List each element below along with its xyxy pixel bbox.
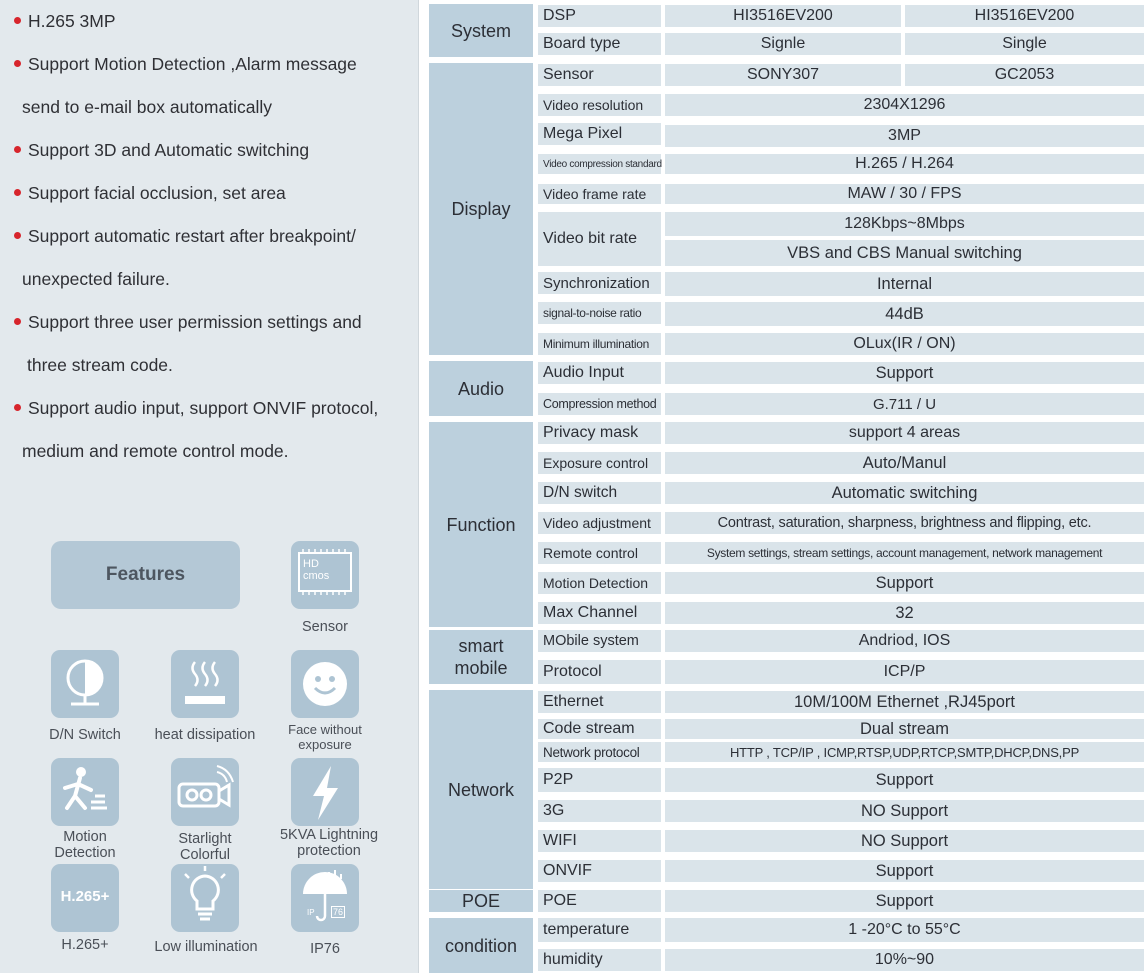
spec-label: Minimum illumination bbox=[538, 333, 661, 355]
spec-label: Synchronization bbox=[538, 272, 661, 294]
spec-label: Sensor bbox=[538, 64, 661, 86]
spec-label: Board type bbox=[538, 33, 661, 55]
bulb-icon bbox=[171, 864, 239, 932]
spec-label: Video compression standard bbox=[538, 154, 661, 174]
spec-value: 2304X1296 bbox=[665, 94, 1144, 116]
spec-value: G.711 / U bbox=[665, 393, 1144, 415]
category-network: Network bbox=[429, 690, 533, 889]
category-system: System bbox=[429, 4, 533, 57]
spec-value: Single bbox=[905, 33, 1144, 55]
spec-label: POE bbox=[538, 890, 661, 912]
spec-value: 128Kbps~8Mbps bbox=[665, 212, 1144, 236]
spec-value: Support bbox=[665, 362, 1144, 384]
heat-icon bbox=[171, 650, 239, 718]
category-smart-mobile: smart mobile bbox=[429, 630, 533, 684]
spec-value: Signle bbox=[665, 33, 901, 55]
ip-icon-number: 76 bbox=[333, 907, 344, 917]
walking-person-icon bbox=[51, 758, 119, 826]
spec-value: support 4 areas bbox=[665, 422, 1144, 444]
motion-label: Motion Detection bbox=[54, 829, 116, 861]
spec-value: SONY307 bbox=[665, 64, 901, 86]
spec-label: Privacy mask bbox=[538, 422, 661, 444]
category-function: Function bbox=[429, 422, 533, 627]
spec-label: Video bit rate bbox=[538, 212, 661, 266]
smiley-icon bbox=[291, 650, 359, 718]
spec-label: Remote control bbox=[538, 542, 661, 564]
spec-value: 3MP bbox=[665, 125, 1144, 147]
spec-label: Network protocol bbox=[538, 742, 661, 762]
spec-value: HI3516EV200 bbox=[905, 5, 1144, 27]
spec-label: Video adjustment bbox=[538, 512, 661, 534]
day-night-icon bbox=[51, 650, 119, 718]
spec-value: 32 bbox=[665, 602, 1144, 624]
spec-value: Support bbox=[665, 768, 1144, 792]
category-display: Display bbox=[429, 63, 533, 355]
spec-label: Video resolution bbox=[538, 94, 661, 116]
spec-label: Code stream bbox=[538, 719, 661, 739]
spec-label: WIFI bbox=[538, 830, 661, 852]
spec-label: Max Channel bbox=[538, 602, 661, 624]
spec-label: humidity bbox=[538, 949, 661, 971]
spec-value: H.265 / H.264 bbox=[665, 154, 1144, 174]
ip-icon-text: IP bbox=[307, 908, 315, 917]
spec-value: ICP/P bbox=[665, 660, 1144, 684]
spec-label: ONVIF bbox=[538, 860, 661, 882]
features-panel: H.265 3MP Support Motion Detection ,Alarm message send to e-mail box automatically Support 3D and Automatic switching Support facial occlusion, set area Support automatic restart after breakpoint/ unexpected failure. Support three user permission settings and three stream code. Support audio input, support ONVIF protocol, medium and remote control mode. Features HD cmos Sensor D/N Switch heat dissipation Face without exposure Motion Detection Starlight Colorful 5KVA Lightning protection H.265+ H.265+ Low illumination IP 76 IP76 bbox=[0, 0, 419, 973]
spec-label: D/N switch bbox=[538, 482, 661, 504]
spec-label: Ethernet bbox=[538, 691, 661, 713]
spec-value: NO Support bbox=[665, 830, 1144, 852]
spec-value: Auto/Manul bbox=[665, 452, 1144, 474]
spec-value: Support bbox=[665, 572, 1144, 594]
face-label: Face without exposure bbox=[288, 722, 362, 752]
sensor-label: Sensor bbox=[302, 619, 348, 635]
spec-value: GC2053 bbox=[905, 64, 1144, 86]
bullet-dot bbox=[14, 60, 21, 67]
spec-value: 10%~90 bbox=[665, 949, 1144, 971]
bullet-dot bbox=[14, 146, 21, 153]
h265-label: H.265+ bbox=[61, 937, 109, 953]
spec-label: Motion Detection bbox=[538, 572, 661, 594]
lightning-icon bbox=[291, 758, 359, 826]
cmos-icon-text: HD cmos bbox=[303, 558, 330, 582]
spec-label: Audio Input bbox=[538, 362, 661, 384]
bullet-dot bbox=[14, 404, 21, 411]
cmos-chip-icon bbox=[291, 541, 359, 609]
ip76-label: IP76 bbox=[310, 941, 340, 957]
h265-icon-text: H.265+ bbox=[60, 888, 110, 905]
spec-value: Internal bbox=[665, 272, 1144, 296]
lightning-label: 5KVA Lightning protection bbox=[279, 827, 379, 859]
spec-value: VBS and CBS Manual switching bbox=[665, 240, 1144, 266]
spec-value: 10M/100M Ethernet ,RJ45port bbox=[665, 691, 1144, 713]
spec-value: Dual stream bbox=[665, 719, 1144, 739]
spec-value: Automatic switching bbox=[665, 482, 1144, 504]
bullet-dot bbox=[14, 189, 21, 196]
starlight-label: Starlight Colorful bbox=[178, 831, 232, 863]
spec-value: 44dB bbox=[665, 302, 1144, 326]
spec-label: 3G bbox=[538, 800, 661, 822]
category-condition: condition bbox=[429, 918, 533, 973]
spec-label: P2P bbox=[538, 768, 661, 792]
spec-value: Contrast, saturation, sharpness, brightness and flipping, etc. bbox=[665, 512, 1144, 534]
low-illumination-label: Low illumination bbox=[154, 939, 258, 955]
features-badge: Features bbox=[51, 541, 240, 609]
spec-value: 1 -20°C to 55°C bbox=[665, 918, 1144, 942]
bullet-dot bbox=[14, 318, 21, 325]
dn-switch-label: D/N Switch bbox=[49, 727, 121, 743]
spec-label: Mega Pixel bbox=[538, 123, 661, 145]
spec-value: HTTP , TCP/IP , ICMP,RTSP,UDP,RTCP,SMTP,DHCP,DNS,PP bbox=[665, 742, 1144, 762]
spec-label: temperature bbox=[538, 918, 661, 942]
bullet-dot bbox=[14, 232, 21, 239]
spec-label: Video frame rate bbox=[538, 184, 661, 204]
heat-label: heat dissipation bbox=[154, 727, 256, 743]
camera-icon bbox=[171, 758, 239, 826]
spec-label: Exposure control bbox=[538, 452, 661, 474]
spec-label: Compression method bbox=[538, 393, 661, 415]
spec-label: DSP bbox=[538, 5, 661, 27]
spec-value: NO Support bbox=[665, 800, 1144, 822]
spec-value: OLux(IR / ON) bbox=[665, 333, 1144, 355]
spec-value: Support bbox=[665, 890, 1144, 912]
bullet-dot bbox=[14, 17, 21, 24]
spec-value: HI3516EV200 bbox=[665, 5, 901, 27]
category-audio: Audio bbox=[429, 361, 533, 416]
umbrella-icon bbox=[291, 864, 359, 932]
spec-value: Support bbox=[665, 860, 1144, 882]
h265-icon bbox=[51, 864, 119, 932]
spec-label: signal-to-noise ratio bbox=[538, 302, 661, 324]
spec-label: Protocol bbox=[538, 660, 661, 684]
spec-value: MAW / 30 / FPS bbox=[665, 184, 1144, 204]
category-poe: POE bbox=[429, 890, 533, 912]
spec-label: MObile system bbox=[538, 630, 661, 652]
spec-value: Andriod, IOS bbox=[665, 630, 1144, 652]
spec-value: System settings, stream settings, account management, network management bbox=[665, 542, 1144, 564]
